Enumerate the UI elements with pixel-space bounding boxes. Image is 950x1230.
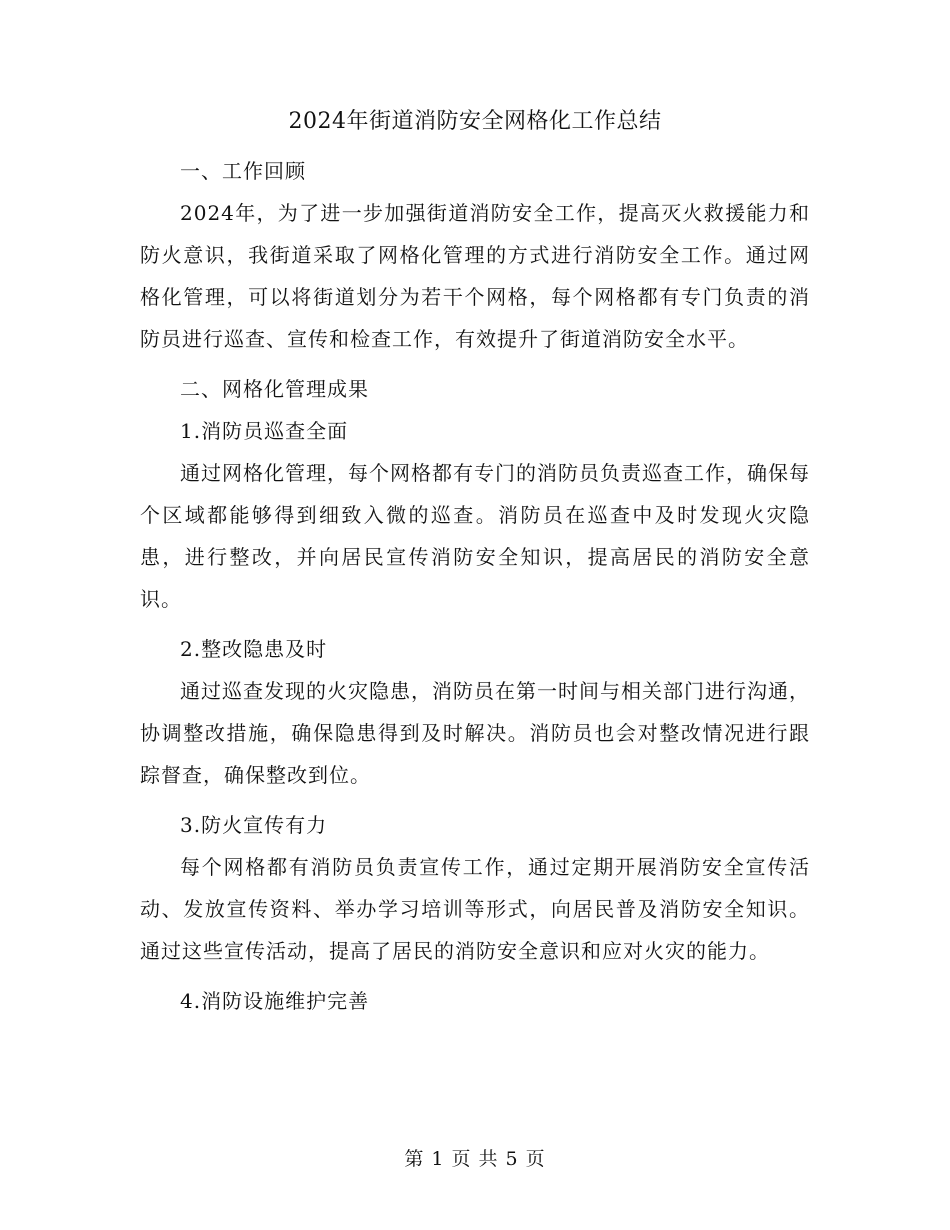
section-heading-results: 二、网格化管理成果 [180,377,369,401]
paragraph-patrol: 通过网格化管理，每个网格都有专门的消防员负责巡查工作，确保每个区域都能够得到细致入微的巡查。消防员在巡查中及时发现火灾隐患，进行整改，并向居民宣传消防安全知识，提高居民的消防安全意识。 [140,461,810,611]
subheading-patrol: 1.消防员巡查全面 [180,419,349,443]
paragraph-publicity: 每个网格都有消防员负责宣传工作，通过定期开展消防安全宣传活动、发放宣传资料、举办学习培训等形式，向居民普及消防安全知识。通过这些宣传活动，提高了居民的消防安全意识和应对火灾的能力。 [140,855,810,963]
paragraph-work-review: 2024年，为了进一步加强街道消防安全工作，提高灭火救援能力和防火意识，我街道采取了网格化管理的方式进行消防安全工作。通过网格化管理，可以将街道划分为若干个网格，每个网格都有专门负责的消防员进行巡查、宣传和检查工作，有效提升了街道消防安全水平。 [140,201,810,351]
subheading-publicity: 3.防火宣传有力 [180,813,328,837]
document-body [140,150,810,1022]
paragraph-rectification: 通过巡查发现的火灾隐患，消防员在第一时间与相关部门进行沟通，协调整改措施，确保隐患得到及时解决。消防员也会对整改情况进行跟踪督查，确保整改到位。 [140,679,810,787]
section-heading-work-review: 一、工作回顾 [180,159,306,183]
subheading-facilities: 4.消防设施维护完善 [180,989,370,1013]
page-footer: 第 1 页 共 5 页 [404,1148,546,1170]
subheading-rectification: 2.整改隐患及时 [180,637,328,661]
document-title: 2024年街道消防安全网格化工作总结 [288,109,662,134]
